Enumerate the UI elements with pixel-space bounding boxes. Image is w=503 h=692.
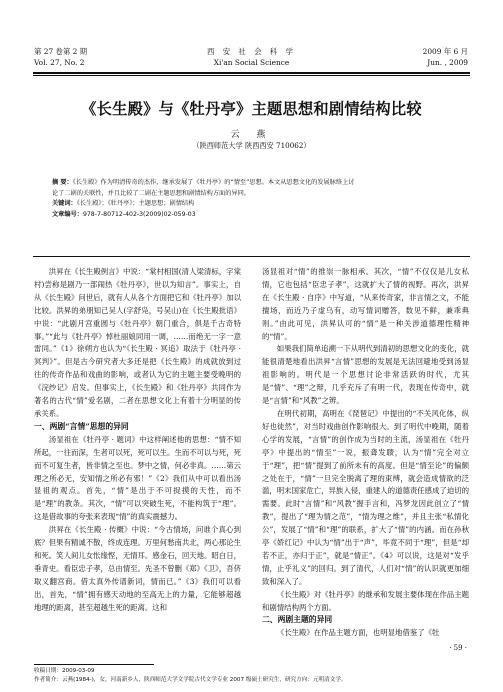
abstract	[52, 178, 452, 220]
keywords-line	[52, 199, 452, 210]
left-column	[34, 266, 241, 614]
volume-cn: 第 27 卷第 2 期	[34, 47, 88, 56]
right-column	[262, 266, 469, 640]
body-paragraph: 洪昇在《长生殿例言》中说：“棠村相国(清人梁清标，字棠村)尝称是剧乃一部闹热《牡丹亭》，世以为知言”。事实上，自从《长生殿》问世后，就有人从各个方面把它和《牡丹亭》加以比较。洪昇的弟朋知己吴人(字舒凫，号吴山)在《长生殿批语》中说：“此剧月宫重圆与《牡丹亭》朝门重合，俱是千古奇特事。”“此与《牡丹亭》悼杜丽娘同用一调，……而绝无一字一意雷同。”《1》徐朔方也认为“《长生殿 · 冥追》取法于《牡丹亭 · 冥判》”。但是古今研究者大多还是把《长生殿》的成就放到过往的传奇作品和戏曲的影响，或者认为它的主题主要受晚明的《浣纱记》启发。但事实上，《长生殿》和《牡丹亭》共同作为著名的古代“情”爱名剧，二者在思想文化上有着十分明显的传承关系。	[34, 267, 241, 418]
abstract-text1: 《长生殿》作为明清传奇的杰作，继承发展了《牡丹亭》的“情至”思想。本文从思想文化的发展脉络上讨	[72, 179, 355, 186]
journal-name-cn: 西 安 社 会 科 学	[206, 47, 297, 56]
keywords-text: 《长生殿》；《牡丹亭》；主题思想；剧情结构	[76, 200, 195, 208]
date-cn: 2009 年 6 月	[422, 47, 468, 56]
article-title: 《长生殿》与《牡丹亭》主题思想和剧情结构比较	[81, 100, 422, 118]
body-paragraph: 《长生殿》对《牡丹亭》的继承和发展主要体现在作品主题和剧情结构两个方面。	[262, 589, 469, 612]
author-affiliation: （陕西师范大学 陕西西安 710062）	[192, 141, 311, 150]
body-paragraph: 汤显祖对“情”的推崇一脉相承。其次，“情”不仅仅是儿女私情，它也包括“臣忠子孝”，这就扩大了情的视野。再次，洪昇在《长生殿 · 自序》中写道，“从来传奇家，非言情之文，不能擅场，而近乃子虚乌有，动写情词赠答，数见不鲜，兼乖典则。”由此可见，洪昇认可的“情”是一种关涉道德理性精神的“情”。	[262, 267, 469, 341]
abstract-line1	[52, 178, 452, 189]
article-id-label: 文章编号：	[52, 210, 83, 218]
journal-date	[423, 47, 468, 68]
author-bio: 作者简介：云燕(1984-)，女，河南新乡人，陕西师范大学文学院古代文学专业 2007 级硕士研究生，研究方向：元明清文学。	[34, 677, 347, 683]
body-paragraph: 在明代初期，高明在《琵琶记》中提出的“不关风化体，纵好也徒然”，对当时戏曲创作影响很大。到了明代中晚期，随着心学的发展，“言情”的创作成为当时的主流，汤显祖在《牡丹亭》中提出的“情至”一说，振聋发聩，认为“情”完全对立于“理”，把“情”提到了前所未有的高度。但是“情至论”的偏颇之处在于，“情”一旦完全脱离了理的束缚，就会造成情欲的泛滥，明末国家危亡，异族入侵，重建人的道德责任感成了迫切的需要。此时“言情”和“风教”握手言和，冯梦龙因此创立了“情教”，提出了“理为情之范”，“情为理之维”，并且主张“私情化公”，发展了“情”和“理”的联系，扩大了“情”的内涵。而在孙秋亭《娇红记》中认为“情”出于“声”，毕竟不同于“理”，但是“却若不正，亦归于正”，就是“情正”。《4》可以说，这是对“发乎情，止乎礼义”的回归。到了清代，人们对“情”的认识就更加细致和深入了。	[262, 408, 469, 586]
section-heading: 一、两剧“言情”思想的异同	[34, 421, 129, 431]
body-rule	[33, 256, 470, 257]
article-id-text: 978-7-80712-402-3(2009)02-059-03	[82, 210, 196, 218]
date-en: Jun. , 2009	[427, 57, 468, 67]
header-rule-thin	[33, 75, 470, 76]
received-date: 收稿日期：2009-03-09	[34, 668, 95, 674]
journal-name-en: Xi'an Social Science	[213, 57, 290, 67]
body-paragraph: 汤显祖在《牡丹亭 · 题词》中这样阐述他的思想：“情不知所起，一往而深，生者可以死，死可以生。生而不可以与死，死而不可复生者，皆非情之至也。梦中之情，何必非真。……第云理之所必无，安知情之所必有邪！”《2》我们从中可以看出汤显祖的观点。首先，“情”是出于不可捉摸的天性，而不是“理”的教条。其次，“情”可以突破生死，不能构筑于“理”。这是借故事的夸张来表现“情”的真实震撼力。	[34, 434, 241, 522]
body-paragraph: 如果我们简单追溯一下从明代到清初的思想文化的变化，就能很清楚地看出洪昇“言情”思想的发展是无法回避地受到汤显祖影响的。明代是一个思想讨论非常活跃的时代，尤其是“情”、“理”之辩，几乎充斥了有明一代，表现在传奇中，就是“言情”和“风教”之辨。	[262, 344, 469, 406]
article-id-line	[52, 210, 452, 221]
volume-en: Vol. 27, No. 2	[34, 57, 85, 67]
header-rule	[33, 72, 470, 74]
body-paragraph: 《长生殿》在作品主题方面，也明显地借鉴了《牡	[276, 628, 440, 638]
body-paragraph: 洪昇在《长生殿 · 传概》中说：“今古情场，问谁个真心到底？但果有精诚不散，终成连理。万里何愁南共北，两心那论生和死。笑人间儿女怅缘悭，无情耳。感金石，回天地。昭白日，垂青史。看臣忠子孝，总由情至。先圣不曾删《郑》《卫》，吾侪取义翻宫商。借太真外传谱新词，情而已。”《3》我们可以看出，首先，“情”拥有感天动地的至高无上的力量，它能够超越地理的距离，甚至超越生死的距离。这和	[34, 525, 241, 612]
footnotes	[34, 667, 474, 685]
abstract-label: 摘 要：	[52, 179, 73, 186]
abstract-line2: 论了二剧的关联性，并且比较了二剧在主题思想和剧情结构方面的异同。	[52, 189, 250, 197]
author-name: 云 燕	[230, 130, 273, 140]
section-heading: 二、两剧主题的异同	[262, 615, 333, 625]
footnote-rule	[34, 664, 154, 665]
keywords-label: 关键词：	[52, 200, 77, 208]
page-number: · 59 ·	[449, 644, 467, 652]
